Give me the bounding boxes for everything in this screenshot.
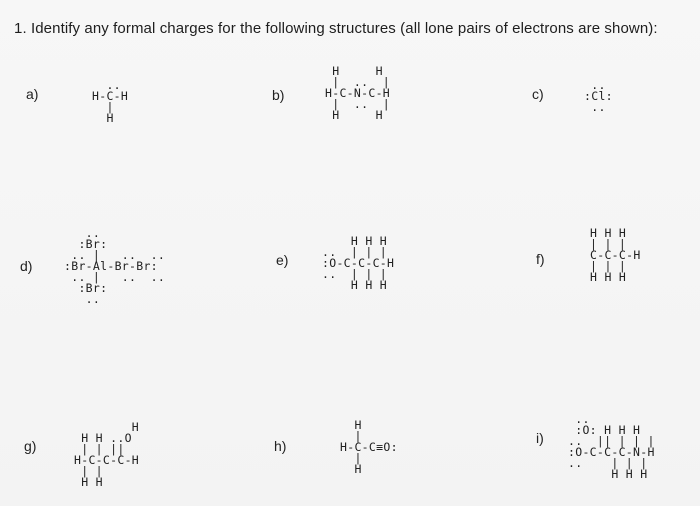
structure-e	[322, 236, 394, 291]
item-label-c: c)	[532, 86, 544, 102]
structure-f-text: H H H | | | C-C-C-H | | | H H H	[590, 226, 641, 284]
structure-h	[340, 420, 398, 475]
structure-c-text: .. :Cl: ..	[584, 78, 613, 114]
structure-d	[64, 228, 165, 305]
item-label-i: i)	[536, 430, 544, 446]
structure-g	[74, 422, 139, 488]
structure-f	[590, 228, 641, 283]
structure-a	[92, 80, 128, 124]
structure-i-text: .. :O: H H H .. || | | | :O-C-C-C-N-H .. | | | H H H	[568, 412, 655, 481]
structure-e-text: H H H .. | | | :O-C-C-C-H .. | | | H H H	[322, 234, 395, 292]
item-label-e: e)	[276, 252, 289, 268]
item-label-d: d)	[20, 258, 33, 274]
structure-h-text: H | H-C-C≡O: | H	[340, 418, 398, 476]
question-text: 1. Identify any formal charges for the following structures (all lone pairs of electrons are shown):	[14, 20, 658, 37]
item-label-a: a)	[26, 86, 39, 102]
structure-b-text: H H | .. | H-C-N-C-H | .. | H H	[325, 64, 391, 122]
structure-a-text: .. H-C-H | H	[92, 78, 129, 125]
item-label-b: b)	[272, 87, 285, 103]
structure-b	[325, 66, 390, 121]
structure-g-text: H H H ..O | | || H-C-C-C-H | | H H	[74, 420, 140, 489]
item-label-f: f)	[536, 251, 545, 267]
structure-c	[584, 80, 613, 113]
item-label-h: h)	[274, 438, 287, 454]
item-label-g: g)	[24, 438, 37, 454]
structure-i	[568, 414, 655, 480]
structure-d-text: .. :Br: .. | .. .. :Br-Al-Br-Br: .. | .. .. :Br: ..	[64, 226, 166, 306]
